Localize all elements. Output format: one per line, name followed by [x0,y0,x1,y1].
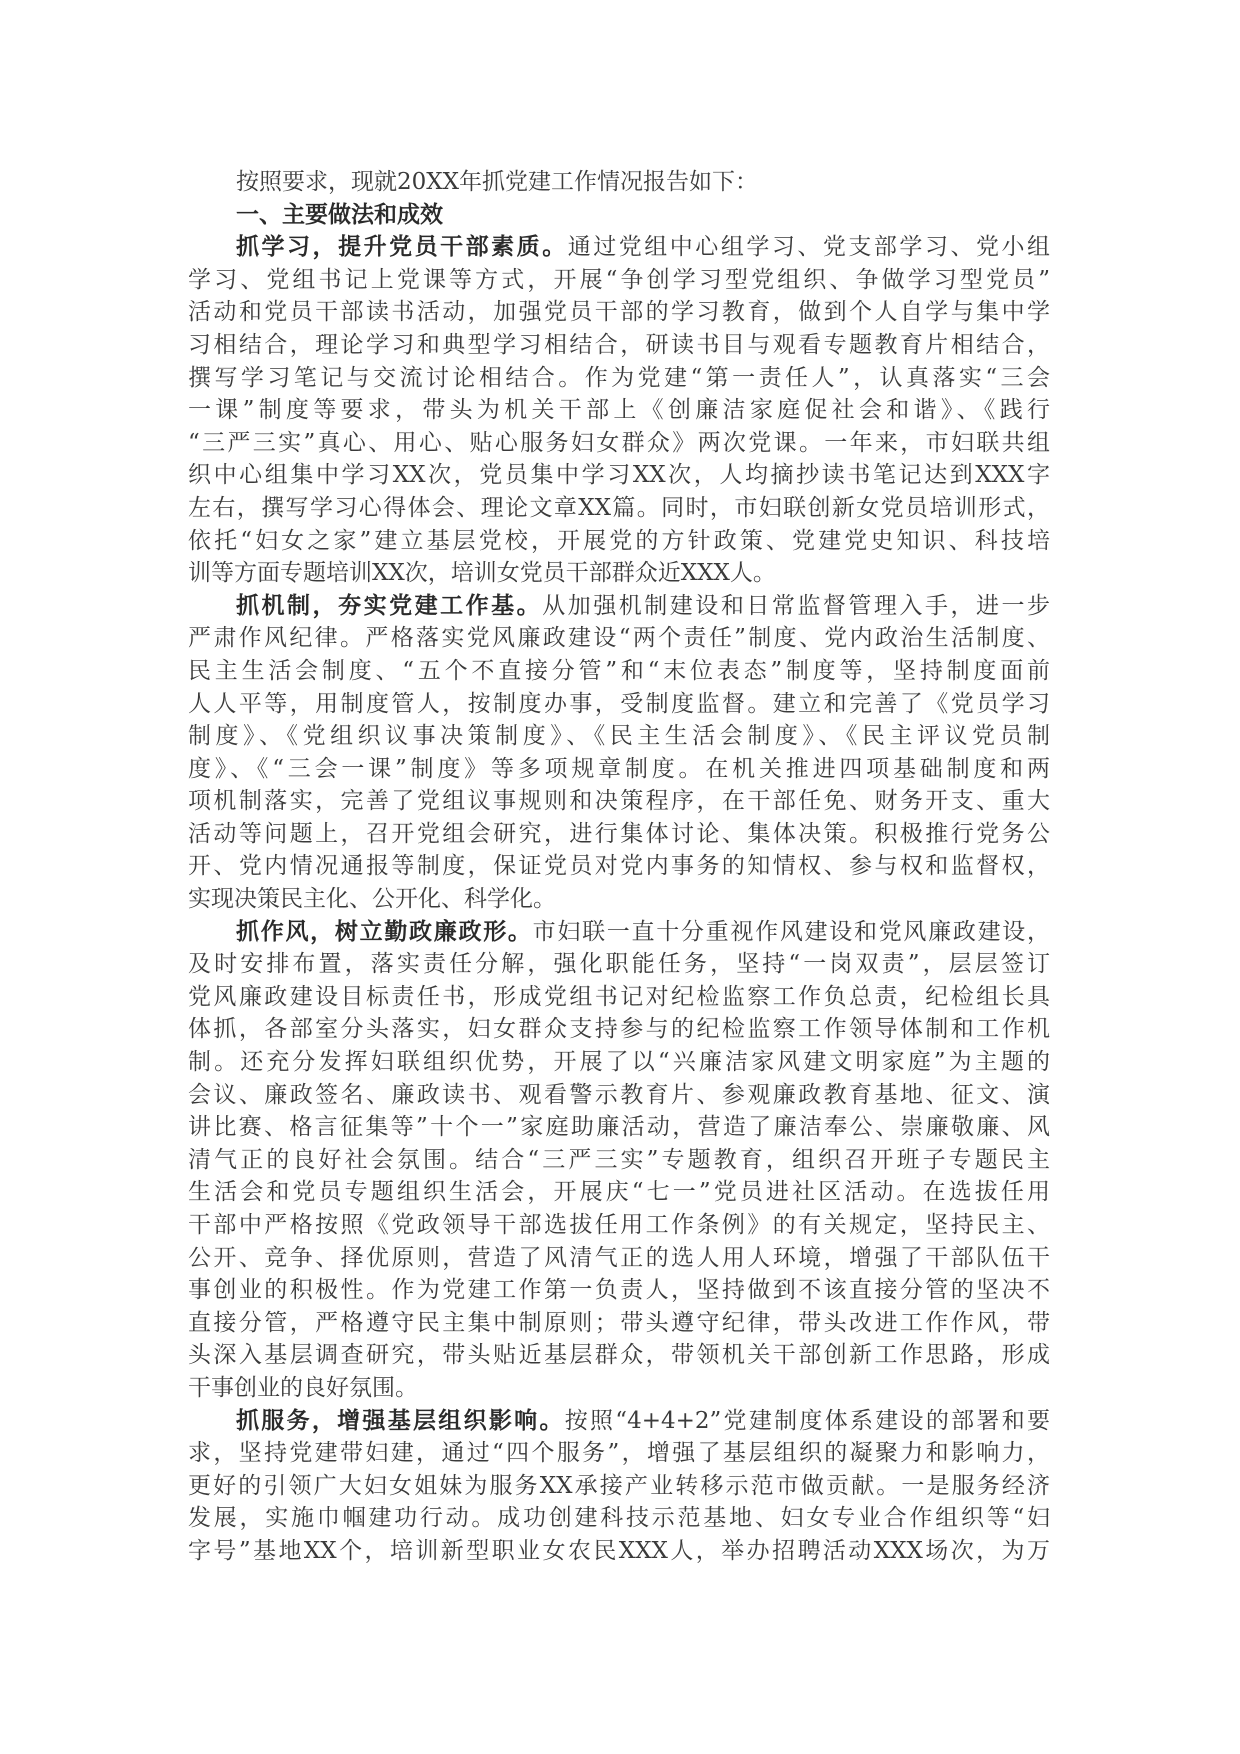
paragraph-line: 体抓，各部室分头落实，妇女群众支持参与的纪检监察工作领导体制和工作机 [188,1016,1050,1043]
paragraph-text: 从加强机制建设和日常监督管理入手，进一步 [542,592,1051,619]
paragraph-line: 织中心组集中学习XX次，党员集中学习XX次，人均摘抄读书笔记达到XXX字 [188,462,1050,489]
paragraph-line: 党风廉政建设目标责任书，形成党组书记对纪检监察工作负总责，纪检组长具 [188,983,1050,1010]
paragraph-lead: 抓学习，提升党员干部素质。 [236,233,568,261]
paragraph-line: 活动等问题上，召开党组会研究，进行集体讨论、集体决策。积极推行党务公 [188,820,1050,847]
paragraph-line: 度》、《“三会一课”制度》等多项规章制度。在机关推进四项基础制度和两 [188,755,1050,782]
paragraph-line: 民主生活会制度、“五个不直接分管”和“末位表态”制度等，坚持制度面前 [188,657,1050,684]
paragraph-lead: 抓作风，树立勤政廉政形。 [236,917,533,945]
section-heading: 一、主要做法和成效 [236,200,443,228]
paragraph-work-style [188,916,1050,1405]
paragraph-line: 头深入基层调查研究，带头贴近基层群众，带领机关干部创新工作思路，形成 [188,1342,1050,1369]
paragraph-line: 及时安排布置，落实责任分解，强化职能任务，坚持“一岗双责”，层层签订 [188,951,1050,978]
paragraph-line: 左右，撰写学习心得体会、理论文章XX篇。同时，市妇联创新女党员培训形式， [188,494,1050,521]
intro-line: 按照要求，现就20XX年抓党建工作情况报告如下： [236,169,759,195]
paragraph-first-line [188,231,1050,264]
paragraph-line: 干事创业的良好氛围。 [188,1374,418,1401]
paragraph-line: 发展，实施巾帼建功行动。成功创建科技示范基地、妇女专业合作组织等“妇 [188,1505,1050,1532]
paragraph-line: 实现决策民主化、公开化、科学化。 [188,886,556,913]
paragraph-line: 生活会和党员专题组织生活会，开展庆“七一”党员进社区活动。在选拔任用 [188,1179,1050,1206]
paragraph-service [188,1405,1050,1568]
paragraph-line: 公开、竞争、择优原则，营造了风清气正的选人用人环境，增强了干部队伍干 [188,1244,1050,1271]
paragraph-line: 依托“妇女之家”建立基层党校，开展党的方针政策、党建党史知识、科技培 [188,527,1050,554]
paragraph-lead: 抓机制，夯实党建工作基。 [236,591,543,619]
paragraph-line: 更好的引领广大妇女姐妹为服务XX承接产业转移示范市做贡献。一是服务经济 [188,1472,1050,1499]
paragraph-line: 会议、廉政签名、廉政读书、观看警示教育片、参观廉政教育基地、征文、演 [188,1081,1050,1108]
paragraph-first-line [188,1405,1050,1438]
paragraph-line: 活动和党员干部读书活动，加强党员干部的学习教育，做到个人自学与集中学 [188,299,1050,326]
paragraph-text: 通过党组中心组学习、党支部学习、党小组 [567,234,1051,261]
paragraph-line: 一课”制度等要求，带头为机关干部上《创廉洁家庭促社会和谐》、《践行 [188,397,1050,424]
paragraph-line: 求，坚持党建带妇建，通过“四个服务”，增强了基层组织的凝聚力和影响力， [188,1440,1050,1467]
paragraph-text: 市妇联一直十分重视作风建设和党风廉政建设， [532,918,1050,945]
paragraph-line: 字号”基地XX个，培训新型职业女农民XXX人，举办招聘活动XXX场次，为万 [188,1537,1050,1564]
paragraph-first-line [188,916,1050,949]
paragraph-line: 人人平等，用制度管人，按制度办事，受制度监督。建立和完善了《党员学习 [188,690,1050,717]
paragraph-text: 按照“4+4+2”党建制度体系建设的部署和要 [564,1407,1050,1434]
paragraph-line: 严肃作风纪律。严格落实党风廉政建设“两个责任”制度、党内政治生活制度、 [188,625,1050,652]
paragraph-first-line [188,590,1050,623]
paragraph-line: 项机制落实，完善了党组议事规则和决策程序，在干部任免、财务开支、重大 [188,788,1050,815]
paragraph-line: “三严三实”真心、用心、贴心服务妇女群众》两次党课。一年来，市妇联共组 [188,429,1050,456]
paragraph-mechanism [188,590,1050,916]
paragraph-line: 直接分管，严格遵守民主集中制原则；带头遵守纪律，带头改进工作作风，带 [188,1309,1050,1336]
paragraph-line: 制。还充分发挥妇联组织优势，开展了以“兴廉洁家风建文明家庭”为主题的 [188,1049,1050,1076]
paragraph-line: 训等方面专题培训XX次，培训女党员干部群众近XXX人。 [188,560,776,587]
paragraph-study [188,231,1050,590]
paragraph-lead: 抓服务，增强基层组织影响。 [236,1406,565,1434]
paragraph-line: 事创业的积极性。作为党建工作第一负责人，坚持做到不该直接分管的坚决不 [188,1277,1050,1304]
paragraph-line: 制度》、《党组织议事决策制度》、《民主生活会制度》、《民主评议党员制 [188,723,1050,750]
document-body [188,166,1050,1568]
paragraph-line: 清气正的良好社会氛围。结合“三严三实”专题教育，组织召开班子专题民主 [188,1146,1050,1173]
paragraph-line: 学习、党组书记上党课等方式，开展“争创学习型党组织、争做学习型党员” [188,266,1050,293]
paragraph-line: 开、党内情况通报等制度，保证党员对党内事务的知情权、参与权和监督权， [188,853,1050,880]
paragraph-line: 撰写学习笔记与交流讨论相结合。作为党建“第一责任人”，认真落实“三会 [188,364,1050,391]
paragraph-line: 习相结合，理论学习和典型学习相结合，研读书目与观看专题教育片相结合， [188,331,1050,358]
paragraph-line: 干部中严格按照《党政领导干部选拔任用工作条例》的有关规定，坚持民主、 [188,1212,1050,1238]
paragraph-line: 讲比赛、格言征集等”十个一”家庭助廉活动，营造了廉洁奉公、崇廉敬廉、风 [188,1114,1050,1141]
